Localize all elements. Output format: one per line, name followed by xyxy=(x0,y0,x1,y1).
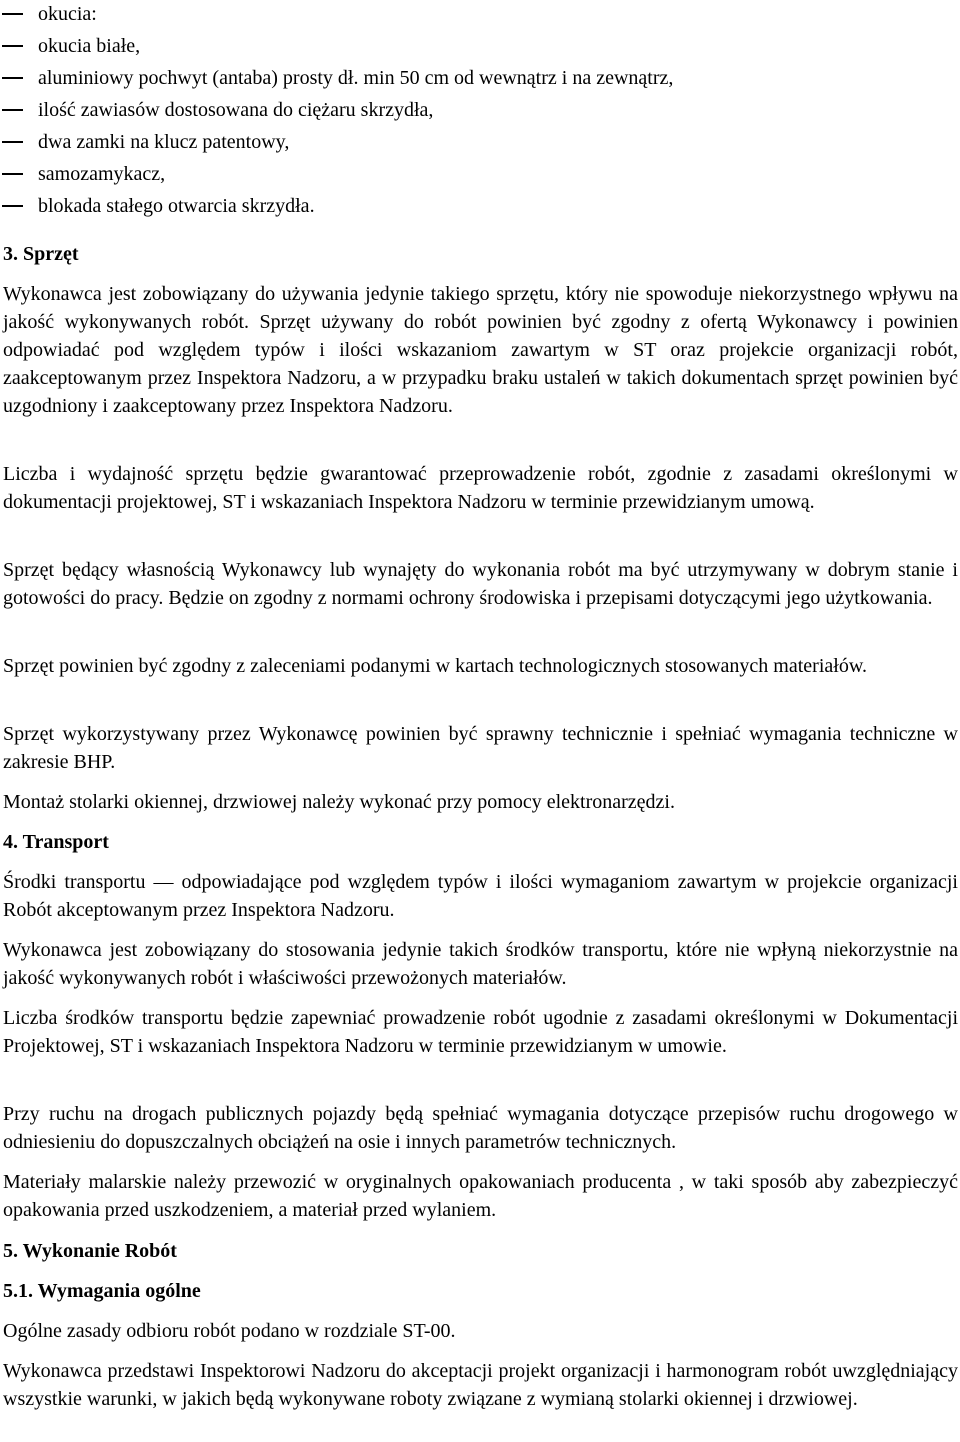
list-item xyxy=(0,192,960,224)
section-3-paragraph-6: Montaż stolarki okiennej, drzwiowej należy wykonać przy pomocy elektronarzędzi. xyxy=(3,791,675,813)
list-item xyxy=(0,128,960,160)
dash-icon xyxy=(2,45,23,47)
list-item-text: aluminiowy pochwyt (antaba) prosty dł. min 50 cm od wewnątrz i na zewnątrz, xyxy=(38,67,674,89)
section-4-paragraph-2: Wykonawca jest zobowiązany do stosowania jedynie takich środków transportu, które nie wpłyną niekorzystnie na jakość wykonywanych robót i właściwości przewożonych materiałów. xyxy=(3,939,958,989)
dash-icon xyxy=(2,109,23,111)
list-item xyxy=(0,32,960,64)
section-3-heading: 3. Sprzęt xyxy=(3,243,79,265)
fittings-list xyxy=(0,0,960,224)
section-5-1-heading: 5.1. Wymagania ogólne xyxy=(3,1280,201,1302)
section-4-paragraph-1: Środki transportu — odpowiadające pod względem typów i ilości wymaganiom zawartym w projekcie organizacji Robót akceptowanym przez Inspektora Nadzoru. xyxy=(3,871,958,921)
list-item-text: samozamykacz, xyxy=(38,163,166,185)
list-item-text: blokada stałego otwarcia skrzydła. xyxy=(38,195,315,217)
list-item xyxy=(0,64,960,96)
dash-icon xyxy=(2,13,23,15)
list-item-text: okucia: xyxy=(38,3,97,25)
section-3-paragraph-5: Sprzęt wykorzystywany przez Wykonawcę powinien być sprawny technicznie i spełniać wymagania techniczne w zakresie BHP. xyxy=(3,723,958,773)
section-4-paragraph-3: Liczba środków transportu będzie zapewniać prowadzenie robót ugodnie z zasadami określonymi w Dokumentacji Projektowej, ST i wskazaniach Inspektora Nadzoru w terminie przewidzianym w umowie. xyxy=(3,1007,958,1057)
list-item-text: okucia białe, xyxy=(38,35,141,57)
list-item xyxy=(0,0,960,32)
list-item-text: dwa zamki na klucz patentowy, xyxy=(38,131,290,153)
section-5-paragraph-1: Ogólne zasady odbioru robót podano w rozdziale ST-00. xyxy=(3,1320,456,1342)
section-3-paragraph-2: Liczba i wydajność sprzętu będzie gwarantować przeprowadzenie robót, zgodnie z zasadami określonymi w dokumentacji projektowej, ST i wskazaniach Inspektora Nadzoru w terminie przewidzianym umową. xyxy=(3,463,958,513)
section-4-paragraph-4: Przy ruchu na drogach publicznych pojazdy będą spełniać wymagania dotyczące przepisów ruchu drogowego w odniesieniu do dopuszczalnych obciążeń na osie i innych parametrów technicznych. xyxy=(3,1103,958,1153)
section-3-paragraph-1: Wykonawca jest zobowiązany do używania jedynie takiego sprzętu, który nie spowoduje niekorzystnego wpływu na jakość wykonywanych robót. Sprzęt używany do robót powinien być zgodny z ofertą Wykonawcy i powinien odpowiadać pod względem typów i ilości wskazaniom zawartym w ST oraz projekcie organizacji robót, zaakceptowanym przez Inspektora Nadzoru, a w przypadku braku ustaleń w takich dokumentach sprzęt powinien być uzgodniony i zaakceptowany przez Inspektora Nadzoru. xyxy=(3,283,958,417)
section-5-heading: 5. Wykonanie Robót xyxy=(3,1240,177,1262)
section-3-paragraph-3: Sprzęt będący własnością Wykonawcy lub wynajęty do wykonania robót ma być utrzymywany w dobrym stanie i gotowości do pracy. Będzie on zgodny z normami ochrony środowiska i przepisami dotyczącymi jego użytkowania. xyxy=(3,559,958,609)
section-4-paragraph-5: Materiały malarskie należy przewozić w oryginalnych opakowaniach producenta , w taki sposób aby zabezpieczyć opakowania przed uszkodzeniem, a materiał przed wylaniem. xyxy=(3,1171,958,1221)
section-3-paragraph-4: Sprzęt powinien być zgodny z zaleceniami podanymi w kartach technologicznych stosowanych materiałów. xyxy=(3,655,867,677)
list-item xyxy=(0,96,960,128)
dash-icon xyxy=(2,141,23,143)
section-4-heading: 4. Transport xyxy=(3,831,109,853)
list-item xyxy=(0,160,960,192)
dash-icon xyxy=(2,205,23,207)
dash-icon xyxy=(2,77,23,79)
section-5-paragraph-2: Wykonawca przedstawi Inspektorowi Nadzoru do akceptacji projekt organizacji i harmonogram robót uwzględniający wszystkie warunki, w jakich będą wykonywane roboty związane z wymianą stolarki okiennej i drzwiowej. xyxy=(3,1360,958,1410)
dash-icon xyxy=(2,173,23,175)
list-item-text: ilość zawiasów dostosowana do ciężaru skrzydła, xyxy=(38,99,434,121)
